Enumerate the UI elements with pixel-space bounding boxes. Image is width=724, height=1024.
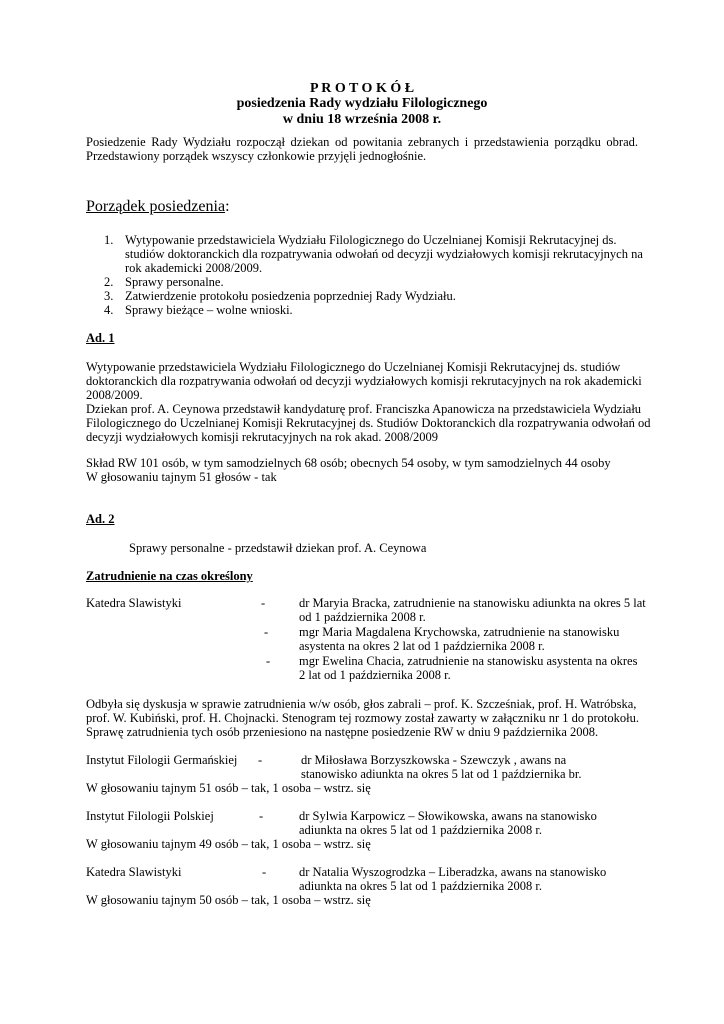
entry-dash: - <box>264 625 269 639</box>
entry-line: mgr Ewelina Chacia, zatrudnienie na stanowisku asystenta na okres <box>299 654 638 668</box>
vote-line: W głosowaniu tajnym 49 osób – tak, 1 osoba – wstrz. się <box>86 837 371 851</box>
vote-line: W głosowaniu tajnym 50 osób – tak, 1 osoba – wstrz. się <box>86 893 371 907</box>
ad2-heading: Ad. 2 <box>86 512 115 526</box>
agenda-item-number: 4. <box>104 303 114 317</box>
entry-line: asystenta na okres 2 lat od 1 października 2008 r. <box>299 639 545 653</box>
ad1-heading: Ad. 1 <box>86 331 115 345</box>
agenda-item-line: Wytypowanie przedstawiciela Wydziału Filologicznego do Uczelnianej Komisji Rekrutacyjnej ds. <box>125 233 617 247</box>
entry-dash: - <box>258 753 263 767</box>
unit-name: Katedra Slawistyki <box>86 865 182 879</box>
agenda-item-line: studiów doktoranckich dla rozpatrywania odwołań od decyzji wydziałowych komisji rekrutacyjnych na <box>125 247 643 261</box>
entry-line: dr Maryia Bracka, zatrudnienie na stanowisku adiunkta na okres 5 lat <box>299 596 646 610</box>
unit-name: Instytut Filologii Polskiej <box>86 809 214 823</box>
entry-line: adiunkta na okres 5 lat od 1 października 2008 r. <box>299 879 542 893</box>
entry-line: mgr Maria Magdalena Krychowska, zatrudnienie na stanowisku <box>299 625 620 639</box>
entry-line: dr Natalia Wyszogrodzka – Liberadzka, awans na stanowisko <box>299 865 607 879</box>
agenda-item-line: Zatwierdzenie protokołu posiedzenia poprzedniej Rady Wydziału. <box>125 289 456 303</box>
entry-line: adiunkta na okres 5 lat od 1 października 2008 r. <box>299 823 542 837</box>
ad1-line: Filologicznego do Uczelnianej Komisji Rekrutacyjnej ds. Studiów Doktoranckich dla rozpatrywania odwołań od <box>86 416 651 430</box>
ad1-line: Wytypowanie przedstawiciela Wydziału Filologicznego do Uczelnianej Komisji Rekrutacyjnej ds. studiów <box>86 360 621 374</box>
agenda-item-line: rok akademicki 2008/2009. <box>125 261 263 275</box>
ad1-line: doktoranckich dla rozpatrywania odwołań od decyzji wydziałowych komisji rekrutacyjnych na rok akademicki <box>86 374 642 388</box>
agenda-heading-text: Porządek posiedzenia <box>86 198 226 215</box>
entry-line: od 1 października 2008 r. <box>299 610 426 624</box>
document-title: P R O T O K Ó Ł <box>309 81 415 96</box>
entry-line: stanowisko adiunkta na okres 5 lat od 1 października br. <box>301 767 582 781</box>
agenda-heading-colon: : <box>225 198 230 215</box>
discussion-line: Odbyła się dyskusja w sprawie zatrudnienia w/w osób, głos zabrali – prof. K. Szcześniak, prof. H. Watróbska, <box>86 697 637 711</box>
entry-line: 2 lat od 1 października 2008 r. <box>299 668 451 682</box>
agenda-item-line: Sprawy personalne. <box>125 275 224 289</box>
entry-dash: - <box>261 596 266 610</box>
document-date: w dniu 18 września 2008 r. <box>282 112 442 127</box>
ad1-line: Dziekan prof. A. Ceynowa przedstawił kandydaturę prof. Franciszka Apanowicza na przedstawiciela Wydziału <box>86 402 642 416</box>
entry-dash: - <box>266 654 271 668</box>
ad2-intro: Sprawy personalne - przedstawił dziekan prof. A. Ceynowa <box>129 541 427 555</box>
ad1-line: 2008/2009. <box>86 388 143 402</box>
agenda-item-number: 2. <box>104 275 114 289</box>
ad2-subheading: Zatrudnienie na czas określony <box>86 569 253 583</box>
agenda-item-line: Sprawy bieżące – wolne wnioski. <box>125 303 293 317</box>
agenda-item-number: 1. <box>104 233 114 247</box>
unit-name: Katedra Slawistyki <box>86 596 182 610</box>
agenda-heading <box>86 198 230 216</box>
entry-line: dr Sylwia Karpowicz – Słowikowska, awans na stanowisko <box>299 809 597 823</box>
document-subtitle: posiedzenia Rady wydziału Filologicznego <box>236 96 488 111</box>
discussion-line: prof. W. Kubiński, prof. H. Chojnacki. Stenogram tej rozmowy został zawarty w załączniku nr 1 do protokołu. <box>86 711 640 725</box>
ad1-vote-line: Skład RW 101 osób, w tym samodzielnych 68 osób; obecnych 54 osoby, w tym samodzielnych 44 osoby <box>86 456 611 470</box>
vote-line: W głosowaniu tajnym 51 osób – tak, 1 osoba – wstrz. się <box>86 781 371 795</box>
discussion-line: Sprawę zatrudnienia tych osób przeniesiono na następne posiedzenie RW w dniu 9 października 2008. <box>86 725 599 739</box>
ad1-vote-line: W głosowaniu tajnym 51 głosów - tak <box>86 470 277 484</box>
entry-dash: - <box>262 865 267 879</box>
unit-name: Instytut Filologii Germańskiej <box>86 753 238 767</box>
entry-dash: - <box>259 809 264 823</box>
intro-paragraph: Posiedzenie Rady Wydziału rozpoczął dziekan od powitania zebranych i przedstawienia porządku obrad. Przedstawiony porządek wszyscy członkowie przyjęli jednogłośnie. <box>86 135 638 163</box>
entry-line: dr Miłosława Borzyszkowska - Szewczyk , awans na <box>301 753 567 767</box>
agenda-item-number: 3. <box>104 289 114 303</box>
ad1-line: decyzji wydziałowych komisji rekrutacyjnych na rok akad. 2008/2009 <box>86 430 438 444</box>
